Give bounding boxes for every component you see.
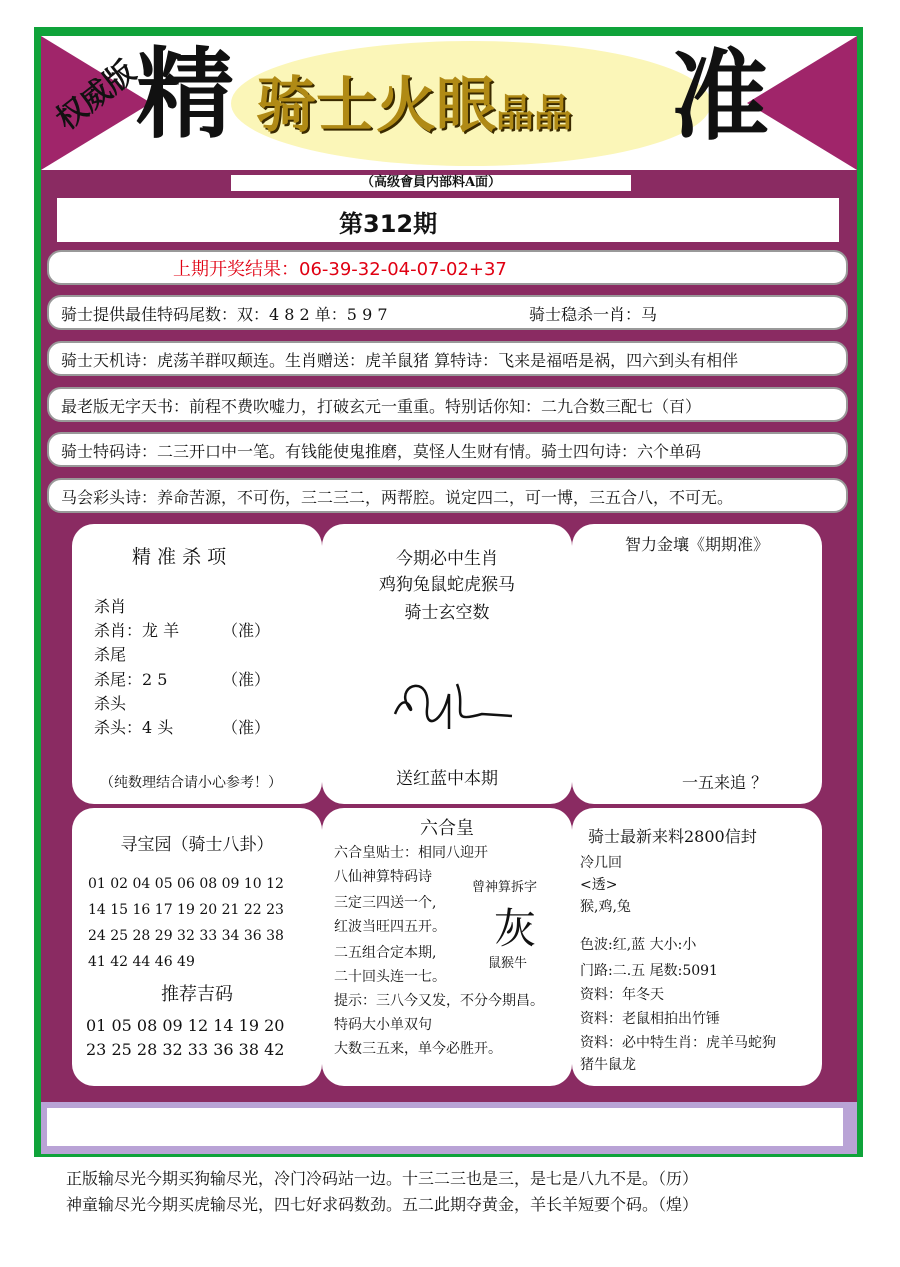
brand-small: 晶晶	[496, 91, 573, 135]
lhh-l6: 二十回头连一七。	[334, 969, 446, 985]
lhh-title: 六合皇	[420, 818, 474, 839]
must-l3: 骑士玄空数	[404, 603, 490, 623]
poem1: 骑士天机诗：虎荡羊群叹颠连。生肖赠送：虎羊鼠猪 算特诗：飞来是福唔是祸，四六到头有相伴	[61, 351, 739, 370]
latest-l5: 门路:二.五 尾数:5091	[580, 963, 718, 979]
footer-line-2: 神童输尽光今期买虎输尽光，四七好求码数劲。五二此期夺黄金，羊长羊短要个码。（煌）	[66, 1195, 699, 1214]
bottom-blank-box	[47, 1108, 843, 1146]
must-l2: 鸡狗兔鼠蛇虎猴马	[379, 575, 515, 595]
lhh-l3: 三定三四送一个,	[334, 895, 437, 911]
latest-l6: 资料：年冬天	[580, 987, 664, 1003]
char-left: 精	[136, 38, 235, 152]
poem4-row	[47, 478, 848, 513]
latest-l9: 猪牛鼠龙	[580, 1057, 636, 1073]
kill-title: 精 准 杀 项	[132, 546, 227, 568]
lhh-l4: 红波当旺四五开。	[334, 919, 446, 935]
lhh-l2: 八仙神算特码诗	[334, 869, 432, 885]
footer-line-1: 正版输尽光今期买狗输尽光，冷门冷码站一边。十三二三也是三，是七是八九不是。（历）	[66, 1169, 699, 1188]
treasure-r3: 24 25 28 29 32 33 34 36 38	[88, 928, 284, 944]
lhh-l7: 提示：三八今又发，不分今期昌。	[334, 993, 544, 1009]
last-result-label: 上期开奖结果：	[173, 259, 299, 280]
latest-l1: 冷几回	[580, 855, 622, 871]
last-result-value: 06-39-32-04-07-02+37	[299, 259, 507, 280]
recommend-r1: 01 05 08 09 12 14 19 20	[86, 1016, 285, 1035]
signature-icon	[387, 654, 517, 744]
latest-l4: 色波:红,蓝 大小:小	[580, 937, 697, 953]
treasure-r2: 14 15 16 17 19 20 21 22 23	[88, 902, 284, 918]
kill-l6-mark: （准）	[222, 718, 271, 737]
poem4: 马会彩头诗：养命苦源，不可伤，三二三二，两帮腔。说定四二，可一博，三五合八，不可无。	[61, 488, 734, 507]
tail-numbers: 骑士提供最佳特码尾数：双：4 8 2 单：5 9 7	[61, 305, 388, 324]
subtitle: （高级會員内部料A面）	[231, 175, 631, 191]
bottom-bar	[41, 1102, 857, 1154]
header-banner	[41, 36, 857, 170]
authority-label: 权威版	[49, 54, 143, 138]
lhh-l8: 特码大小单双句	[334, 1017, 432, 1033]
latest-panel	[572, 808, 822, 1086]
lhh-l1: 六合皇贴士：相同八迎开	[334, 845, 488, 861]
treasure-title: 寻宝园（骑士八卦）	[120, 835, 274, 855]
kill-one: 骑士稳杀一肖：马	[529, 305, 658, 324]
latest-l7: 资料：老鼠相拍出竹锤	[580, 1011, 720, 1027]
last-result-row	[47, 250, 848, 285]
latest-title: 骑士最新来料2800信封	[588, 827, 757, 846]
lhh-panel	[322, 808, 572, 1086]
poem3: 骑士特码诗：二三开口中一笔。有钱能使鬼推磨，莫怪人生财有情。骑士四句诗：六个单码	[61, 442, 702, 461]
zeng-zodiac: 鼠猴牛	[488, 956, 528, 971]
tail-row	[47, 295, 848, 330]
issue-band	[41, 170, 857, 248]
latest-l2: <透>	[580, 877, 618, 893]
kill-l2: 杀肖：龙 羊	[94, 621, 180, 640]
kill-l4: 杀尾：2 5	[94, 670, 168, 689]
latest-l3: 猴,鸡,兔	[580, 899, 631, 915]
kill-l3: 杀尾	[94, 645, 127, 664]
treasure-r4: 41 42 44 46 49	[88, 954, 195, 970]
latest-l8: 资料：必中特生肖：虎羊马蛇狗	[580, 1035, 776, 1051]
kill-l2-mark: （准）	[222, 621, 271, 640]
must-panel	[322, 524, 572, 804]
must-l1: 今期必中生肖	[396, 549, 498, 569]
poem1-row	[47, 341, 848, 376]
kill-l5: 杀头	[94, 694, 127, 713]
lhh-l9: 大数三五来，单今必胜开。	[334, 1041, 502, 1057]
zeng-character: 灰	[494, 904, 537, 953]
char-right: 准	[671, 40, 770, 154]
kill-panel	[72, 524, 322, 804]
brand-main: 骑士火眼	[256, 71, 496, 141]
wisdom-foot: 一五来追 ？	[682, 773, 768, 792]
issue-number: 第312期	[339, 210, 438, 238]
lhh-l5: 二五组合定本期,	[334, 945, 437, 961]
wisdom-panel	[572, 524, 822, 804]
treasure-panel	[72, 808, 322, 1086]
poem2-row	[47, 387, 848, 422]
wisdom-title: 智力金壤《期期准》	[624, 535, 769, 554]
brand-title	[256, 71, 573, 141]
poem3-row	[47, 432, 848, 467]
poem2: 最老版无字天书：前程不费吹嘘力，打破玄元一重重。特别话你知：二九合数三配七（百）	[61, 397, 702, 416]
recommend-r2: 23 25 28 32 33 36 38 42	[86, 1040, 285, 1059]
treasure-r1: 01 02 04 05 06 08 09 10 12	[88, 876, 284, 892]
recommend-title: 推荐吉码	[161, 984, 233, 1005]
kill-l1: 杀肖	[94, 597, 127, 616]
issue-box	[57, 198, 839, 242]
kill-l4-mark: （准）	[222, 670, 271, 689]
kill-l6: 杀头：4 头	[94, 718, 174, 737]
must-foot: 送红蓝中本期	[396, 769, 498, 789]
kill-note: （纯数理结合请小心参考！）	[100, 775, 282, 791]
zeng-label: 曾神算拆字	[472, 880, 538, 895]
